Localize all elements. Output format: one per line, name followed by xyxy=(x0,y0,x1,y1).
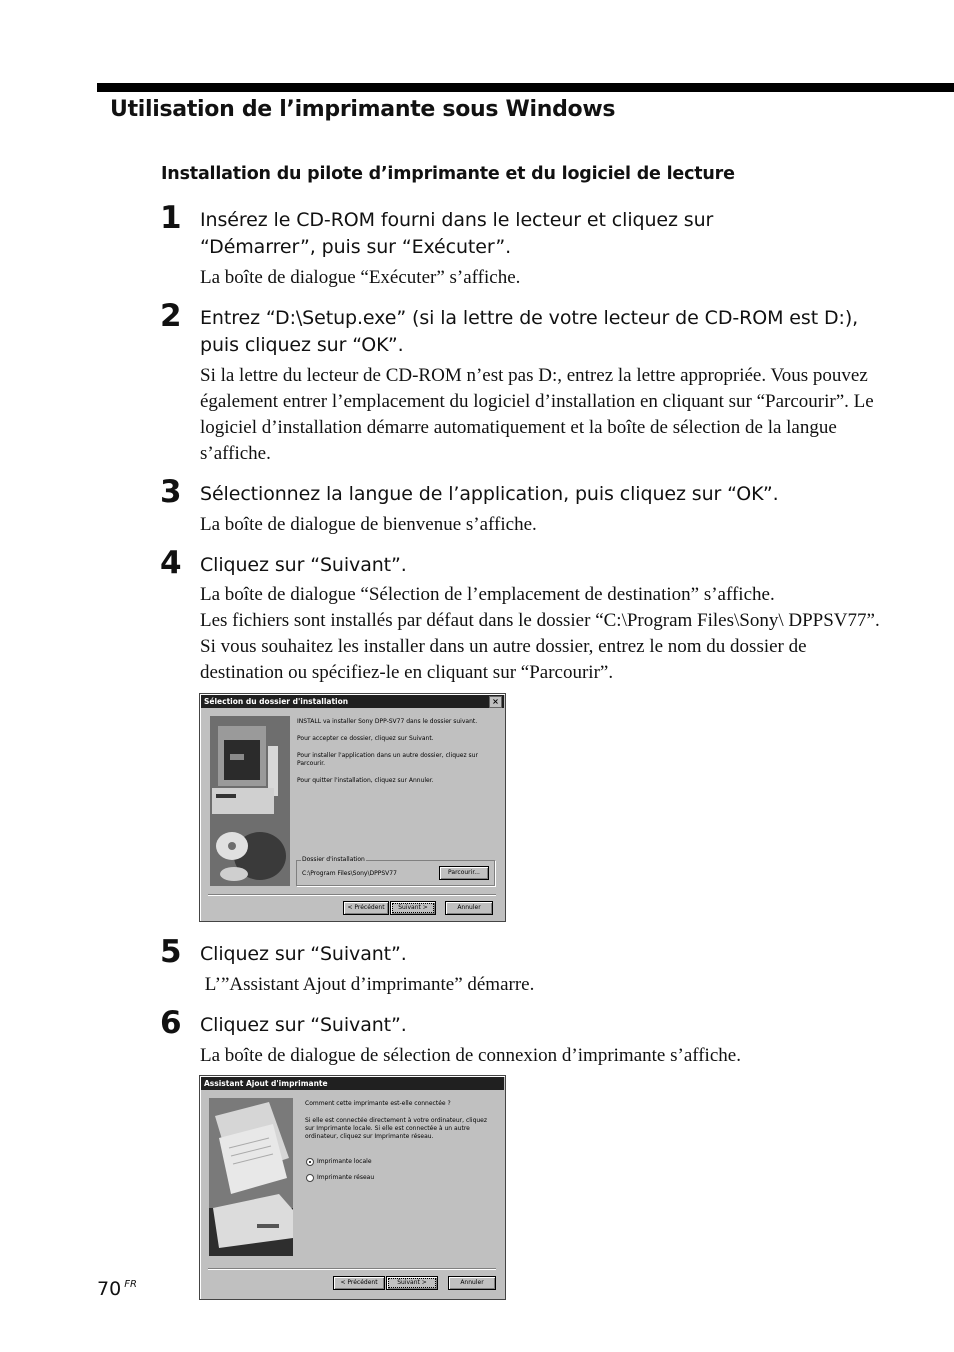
dialog-separator xyxy=(208,1268,496,1270)
browse-button[interactable]: Parcourir... xyxy=(439,866,489,880)
step-note: La boîte de dialogue “Sélection de l’emplacement de destination” s’affiche. Les fichiers sont installés par défaut dans le dossier “C:\Program Files\Sony\ DPPSV77”. Si vous souhaitez les installer dans un autre dossier, entrez le nom du dossier de destination ou spécifiez-le en cliquant sur “Parcourir”. xyxy=(200,584,880,683)
step-number: 4 xyxy=(160,545,182,581)
step-number: 1 xyxy=(160,200,182,236)
dialog-message: Pour quitter l'installation, cliquez sur Annuler. xyxy=(297,777,434,784)
step-text: Cliquez sur “Suivant”. xyxy=(200,943,407,965)
dialog-question: Comment cette imprimante est-elle connectée ? xyxy=(305,1100,451,1107)
installation-folder-group xyxy=(296,856,495,886)
printer-illustration-icon xyxy=(209,1098,293,1256)
installation-folder-dialog xyxy=(199,693,506,922)
step-text: Entrez “D:\Setup.exe” (si la lettre de votre lecteur de CD-ROM est D:), puis cliquez sur “OK”. xyxy=(200,307,859,356)
step-text: Cliquez sur “Suivant”. xyxy=(200,554,407,576)
page-number xyxy=(97,1278,137,1300)
dialog-message: INSTALL va installer Sony DPP-SV77 dans le dossier suivant. xyxy=(297,718,478,725)
close-icon[interactable]: × xyxy=(489,696,502,708)
header-rule xyxy=(97,83,954,92)
network-printer-radio[interactable] xyxy=(306,1174,314,1182)
dialog-message: Pour installer l'application dans un autre dossier, cliquez sur Parcourir. xyxy=(297,752,478,767)
back-button[interactable]: < Précédent xyxy=(333,1276,385,1290)
dialog-title: Sélection du dossier d'installation xyxy=(204,697,349,706)
next-button[interactable]: Suivant > xyxy=(386,1276,438,1290)
cancel-button[interactable]: Annuler xyxy=(448,1276,496,1290)
section-title: Utilisation de l’imprimante sous Windows xyxy=(110,97,616,122)
dialog-title-bar xyxy=(201,695,504,708)
dialog-separator xyxy=(208,894,496,896)
network-printer-label[interactable]: Imprimante réseau xyxy=(317,1174,375,1181)
step-note: La boîte de dialogue “Exécuter” s’affiche. xyxy=(200,267,521,288)
step-number: 2 xyxy=(160,298,182,334)
installation-path: C:\Program Files\Sony\DPPSV77 xyxy=(302,870,397,877)
step-number: 5 xyxy=(160,934,182,970)
step-number: 3 xyxy=(160,474,182,510)
sub-heading: Installation du pilote d’imprimante et du logiciel de lecture xyxy=(161,164,735,184)
dialog-message: Si elle est connectée directement à votre ordinateur, cliquez sur Imprimante locale. Si elle est connectée à un autre ordinateur, cliquez sur Imprimante réseau. xyxy=(305,1117,488,1140)
add-printer-wizard-dialog xyxy=(199,1075,506,1300)
step-text: Insérez le CD-ROM fourni dans le lecteur et cliquez sur “Démarrer”, puis sur “Exécuter”. xyxy=(200,209,714,258)
step-note: L’”Assistant Ajout d’imprimante” démarre. xyxy=(200,974,535,995)
next-button[interactable]: Suivant > xyxy=(390,901,436,915)
group-label: Dossier d'installation xyxy=(302,856,365,863)
dialog-title: Assistant Ajout d'imprimante xyxy=(204,1079,328,1088)
step-text: Cliquez sur “Suivant”. xyxy=(200,1014,407,1036)
dialog-title-bar xyxy=(201,1077,504,1090)
page-number-value: 70 xyxy=(97,1278,122,1300)
local-printer-label[interactable]: Imprimante locale xyxy=(317,1158,372,1165)
dialog-message: Pour accepter ce dossier, cliquez sur Suivant. xyxy=(297,735,434,742)
step-note: La boîte de dialogue de sélection de connexion d’imprimante s’affiche. xyxy=(200,1045,741,1066)
cancel-button[interactable]: Annuler xyxy=(445,901,493,915)
computer-illustration-icon xyxy=(210,716,290,886)
step-text: Sélectionnez la langue de l’application, puis cliquez sur “OK”. xyxy=(200,483,779,505)
language-code: FR xyxy=(124,1279,137,1290)
step-number: 6 xyxy=(160,1005,182,1041)
local-printer-radio[interactable] xyxy=(306,1158,314,1166)
step-note: La boîte de dialogue de bienvenue s’affiche. xyxy=(200,514,537,535)
back-button[interactable]: < Précédent xyxy=(343,901,389,915)
step-note: Si la lettre du lecteur de CD-ROM n’est pas D:, entrez la lettre appropriée. Vous pouvez également entrer l’emplacement du logiciel d’installation en cliquant sur “Parcourir”. Le logiciel d’installation démarre automatiquement et la boîte de sélection de la langue s’affiche. xyxy=(200,365,874,464)
